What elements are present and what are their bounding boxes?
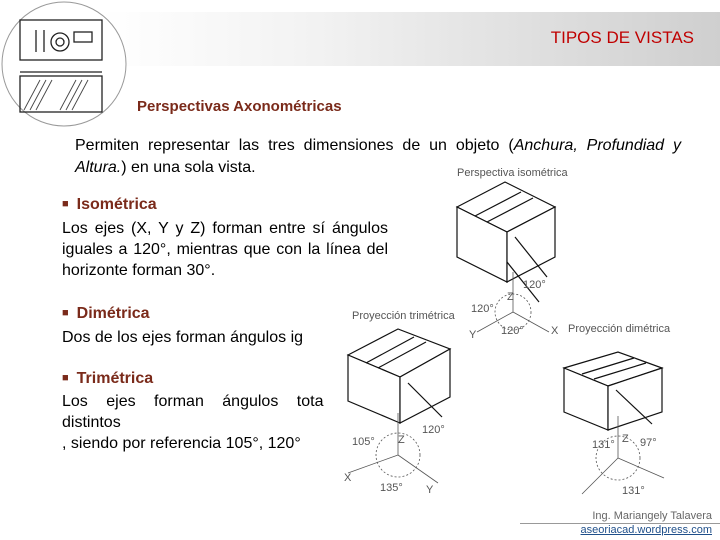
footer-author: Ing. Mariangely Talavera xyxy=(592,510,712,522)
intro-text-end: ) en una sola vista. xyxy=(121,159,256,176)
trimetric-figure xyxy=(338,305,468,500)
angle-label: 105° xyxy=(352,436,375,448)
section-title-dimetric xyxy=(62,305,150,323)
footer-site-link[interactable]: aseoriacad.wordpress.com xyxy=(580,524,712,536)
subtitle xyxy=(137,98,342,116)
section-title-text: Trimétrica xyxy=(76,370,154,387)
angle-label: 131° xyxy=(592,439,615,451)
section-body-trimetric-line3: , siendo por referencia 105°, 120° xyxy=(62,435,301,452)
section-body-trimetric-line2: distintos xyxy=(62,414,121,431)
angle-label: 135° xyxy=(380,482,403,494)
angle-label: 131° xyxy=(622,485,645,497)
subtitle-text: Perspectivas Axonométricas xyxy=(137,98,342,115)
angle-label: 120° xyxy=(523,279,546,291)
figure-caption: Perspectiva isométrica xyxy=(457,167,568,179)
axis-label: Z xyxy=(398,434,405,446)
angle-label: 120° xyxy=(501,325,524,337)
bullet-icon: ■ xyxy=(62,198,69,210)
section-body-trimetric-line1: Los ejes forman ángulos tota xyxy=(62,393,324,410)
intro-italic: Anchura, Profundiad y Altura. xyxy=(75,137,681,176)
dimetric-figure xyxy=(552,318,677,503)
intro-text: Permiten representar las tres dimensiones de un objeto ( xyxy=(75,137,514,154)
section-title-trimetric xyxy=(62,370,153,388)
section-body-dimetric: Dos de los ejes forman ángulos ig xyxy=(62,329,304,346)
axis-label: Y xyxy=(469,329,477,341)
technical-drawing-logo xyxy=(0,0,128,128)
section-title-text: Isométrica xyxy=(76,196,157,213)
angle-label: 120° xyxy=(422,424,445,436)
angle-label: 97° xyxy=(640,437,657,449)
bullet-icon: ■ xyxy=(62,307,69,319)
isometric-figure xyxy=(455,162,585,342)
section-body-isometric: Los ejes (X, Y y Z) forman entre sí ángulos iguales a 120°, mientras que con la línea del horizonte forman 30°. xyxy=(62,220,388,279)
angle-label: 120° xyxy=(471,303,494,315)
bullet-icon: ■ xyxy=(62,372,69,384)
axis-label: Z xyxy=(507,291,514,303)
axis-label: Y xyxy=(426,484,434,496)
header-banner xyxy=(100,12,720,66)
figure-caption: Proyección trimétrica xyxy=(352,310,455,322)
page-title: TIPOS DE VISTAS xyxy=(550,28,694,47)
section-title-text: Dimétrica xyxy=(76,305,150,322)
axis-label: X xyxy=(344,472,352,484)
axis-label: Z xyxy=(622,433,629,445)
section-title-isometric xyxy=(62,196,157,214)
figure-caption: Proyección dimétrica xyxy=(568,323,671,335)
intro-paragraph xyxy=(75,135,681,179)
axis-label: X xyxy=(551,325,559,337)
